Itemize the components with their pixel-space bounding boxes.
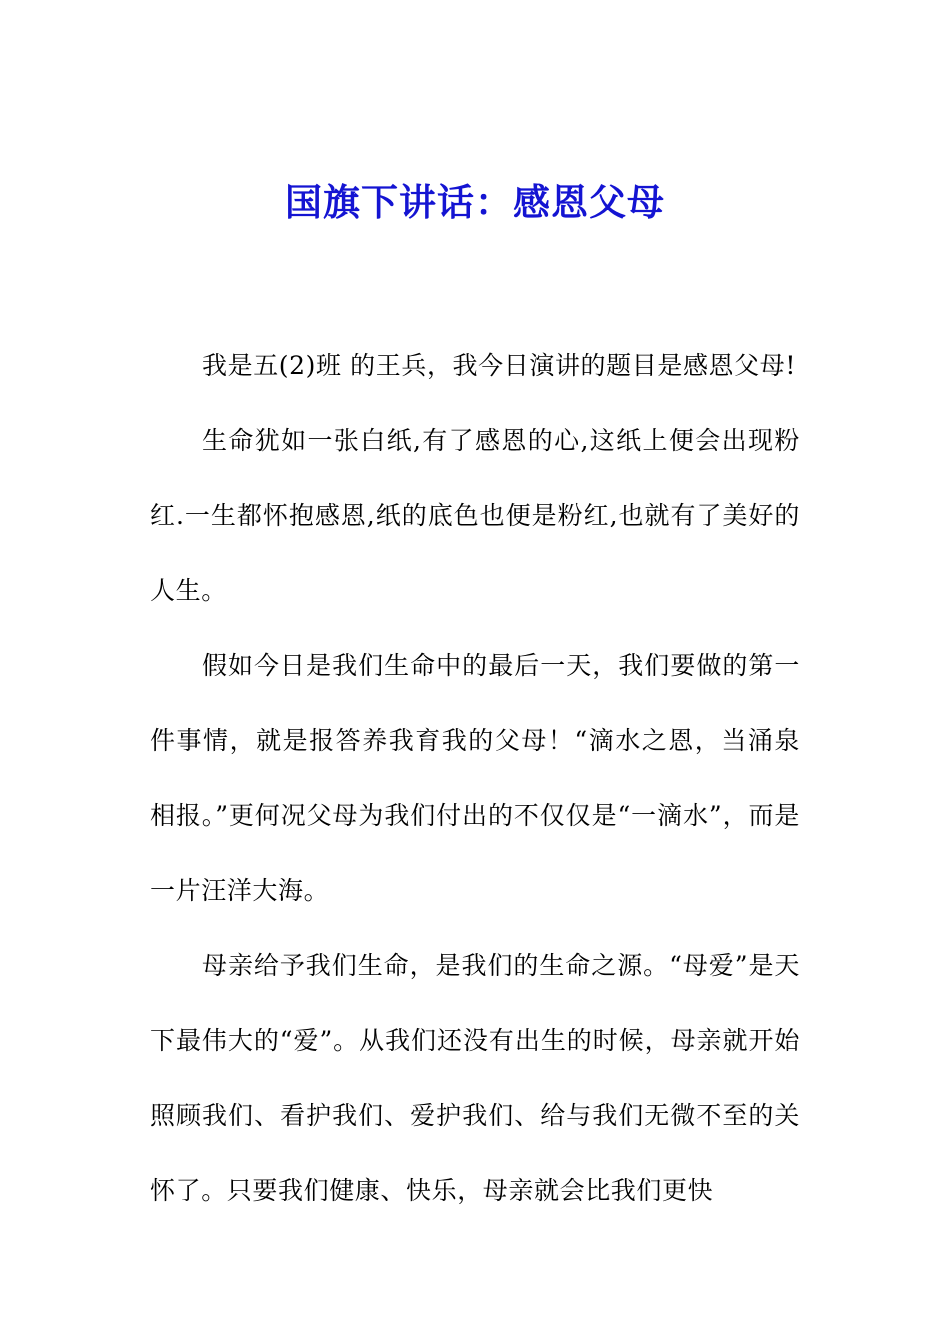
document-body [150, 328, 800, 1228]
document-title: 国旗下讲话：感恩父母 [285, 180, 665, 224]
paragraph-intro: 我是五(2)班 的王兵，我今日演讲的题目是感恩父母! [202, 351, 797, 380]
paragraph-last-day: 假如今日是我们生命中的最后一天，我们要做的第一件事情，就是报答养我育我的父母！“滴水之恩，当涌泉相报。”更何况父母为我们付出的不仅仅是“一滴水”，而是一片汪洋大海。 [150, 651, 800, 905]
paragraph-mother-love: 母亲给予我们生命，是我们的生命之源。“母爱”是天下最伟大的“爱”。从我们还没有出生的时候，母亲就开始照顾我们、看护我们、爱护我们、给与我们无微不至的关怀了。只要我们健康、快乐，母亲就会比我们更快 [150, 951, 800, 1205]
paragraph-life-white-paper: 生命犹如一张白纸,有了感恩的心,这纸上便会出现粉红.一生都怀抱感恩,纸的底色也便是粉红,也就有了美好的人生。 [150, 426, 800, 605]
